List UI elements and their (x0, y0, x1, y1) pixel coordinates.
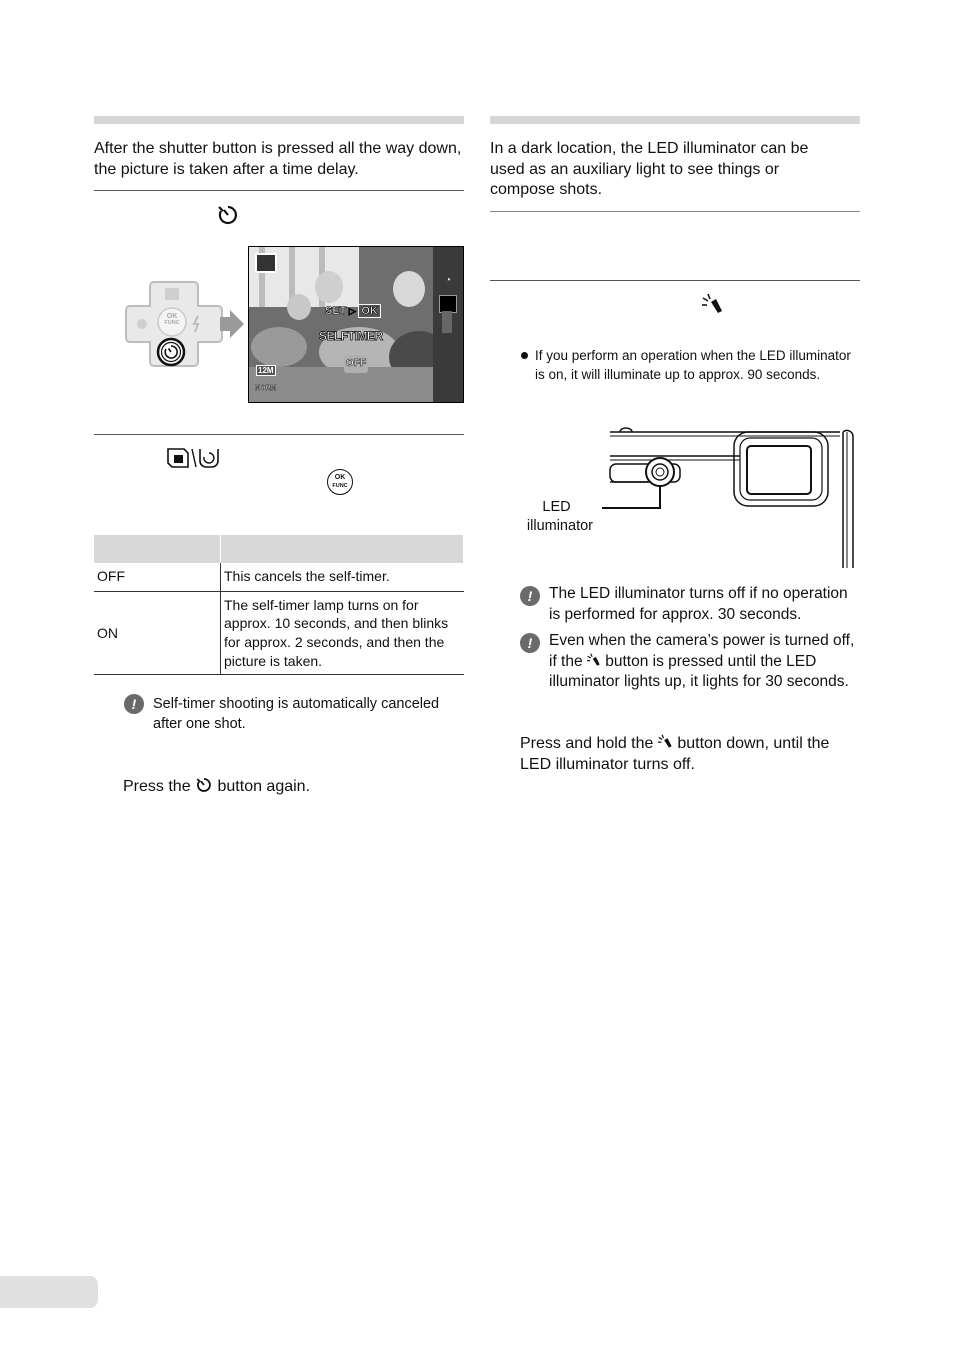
table-header-cell (221, 535, 464, 563)
table-cell-description: This cancels the self-timer. (221, 563, 464, 591)
screen-value-off: OFF (344, 355, 368, 373)
led-callout-label: LED illuminator (526, 499, 593, 534)
off-text-pre: Press and hold the (520, 735, 654, 752)
bullet-icon (521, 352, 528, 359)
screen-compression-badge: NORM (255, 385, 277, 392)
table-cell-option: ON (94, 591, 221, 675)
self-timer-icon (195, 776, 213, 794)
cancel-self-timer-text (123, 776, 310, 798)
screen-scroll-item (442, 311, 452, 333)
self-timer-intro: After the shutter button is pressed all the way down, the picture is taken after a time delay. (94, 140, 462, 178)
arrow-right-icon (220, 310, 244, 338)
led-caution-auto-off: The LED illuminator turns off if no operation is performed for approx. 30 seconds. (549, 585, 848, 623)
led-caution-power-off (549, 631, 863, 693)
dpad-ok-label: OK FUNC (164, 313, 180, 326)
cancel-text-pre: Press the (123, 778, 191, 795)
arrow-buttons-icon (166, 447, 222, 469)
ok-func-button-icon: OK FUNC (327, 469, 353, 495)
mode-indicator-icon (255, 253, 277, 273)
cancel-text-post: button again. (217, 778, 311, 795)
screen-set-ok: SET ▷ OK (325, 305, 381, 317)
camera-led-illustration (600, 426, 860, 568)
page-number-tab (0, 1276, 98, 1308)
caution-icon: ! (520, 586, 540, 606)
self-timer-settings-table (94, 535, 464, 675)
table-header-cell (94, 535, 221, 563)
led-turn-off-instructions (520, 733, 860, 775)
off-text-post: button down, until the LED illuminator turns off. (520, 735, 830, 773)
screen-photo (249, 247, 463, 402)
section-header-bar-right (490, 116, 860, 124)
led-bullet-note: If you perform an operation when the LED illuminator is on, it will illuminate up to approx. 90 seconds. (535, 348, 851, 382)
led-illuminator-icon (587, 652, 601, 668)
screen-self-timer-icon: ◔ (444, 275, 452, 286)
table-row (94, 591, 464, 675)
led-illuminator-icon (702, 292, 724, 316)
divider (490, 280, 860, 281)
table-header-row (94, 535, 464, 563)
led-intro: In a dark location, the LED illuminator can be used as an auxiliary light to see things or compose shots. (490, 140, 809, 198)
led-illuminator-icon (658, 733, 673, 750)
caution2-text-pre: Even when the camera’s power is turned off, if the (549, 632, 855, 670)
self-timer-icon (216, 203, 240, 227)
caution-icon: ! (520, 633, 540, 653)
table-cell-description: The self-timer lamp turns on for approx. 10 seconds, and then blinks for approx. 2 seconds, and then the picture is taken. (221, 591, 464, 675)
screen-menu-title: SELFTIMER (319, 329, 383, 343)
section-header-bar-left (94, 116, 464, 124)
table-cell-option: OFF (94, 563, 221, 591)
self-timer-caution-note: Self-timer shooting is automatically canceled after one shot. (153, 696, 440, 732)
divider (94, 434, 464, 435)
caution2-text-post: button is pressed until the LED illuminator lights up, it lights for 30 seconds. (549, 652, 849, 690)
table-row (94, 563, 464, 591)
caution-icon: ! (124, 694, 144, 714)
camera-screen (248, 246, 464, 403)
divider (94, 190, 464, 191)
screen-image-size-badge: 12M (258, 366, 274, 375)
divider (490, 211, 860, 212)
